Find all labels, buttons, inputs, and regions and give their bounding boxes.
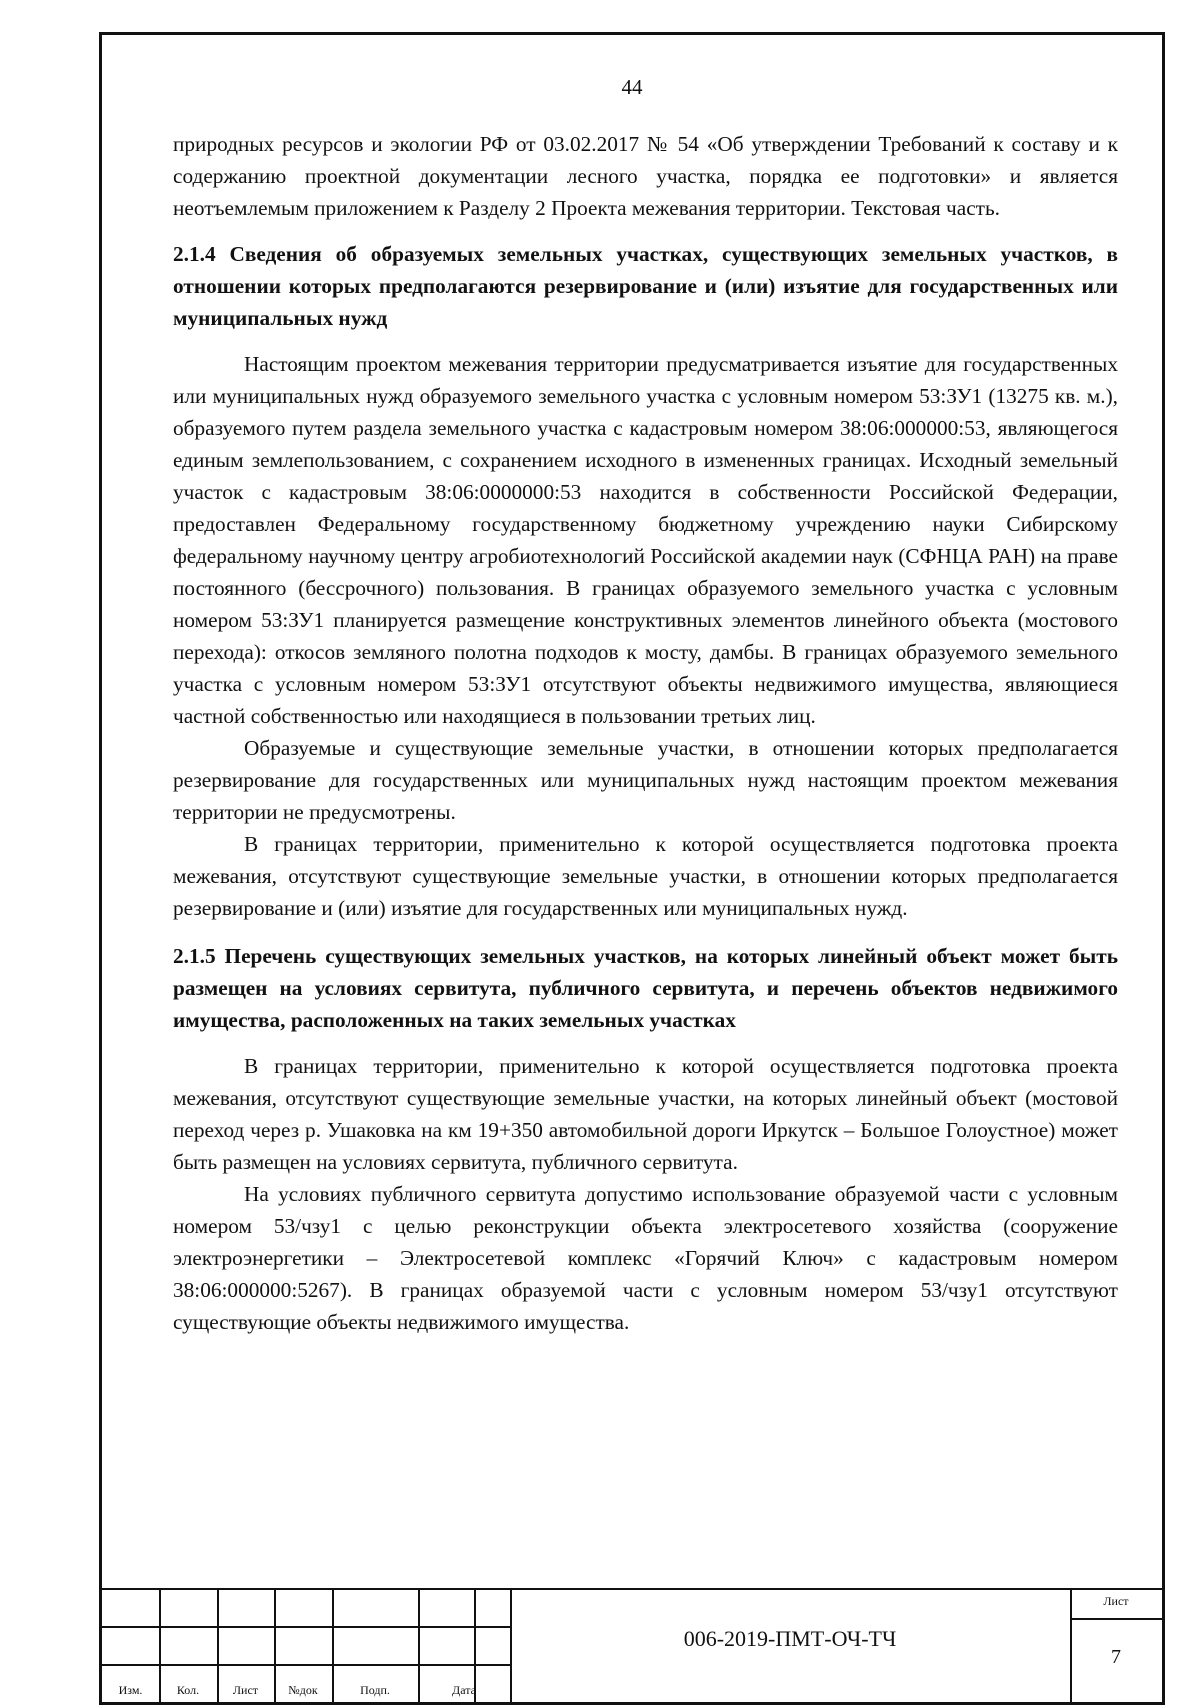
page-number: 44 bbox=[621, 75, 643, 99]
stamp-col-date: Дата bbox=[452, 1683, 476, 1697]
section-2-1-5-paragraph: В границах территории, применительно к которой осуществляется подготовка проекта межевания, отсутствуют существующие земельные участки, на которых линейный объект (мостовой переход через р. Ушаковка на км 19+350 автомобильной дороги Иркутск – Большое Голоустное) может быть размещен на условиях сервитута, публичного сервитута. bbox=[173, 1054, 1118, 1174]
page-frame bbox=[99, 32, 1165, 1705]
section-2-1-4-paragraph: В границах территории, применительно к которой осуществляется подготовка проекта межевания, отсутствуют существующие земельные участки, в отношении которых предполагается резервирование и (или) изъятие для государственных или муниципальных нужд. bbox=[173, 832, 1118, 920]
sheet-label: Лист bbox=[1103, 1594, 1129, 1608]
stamp-col-change: Изм. bbox=[118, 1683, 143, 1697]
sheet-number: 7 bbox=[1111, 1646, 1121, 1668]
stamp-col-doc-number: №док bbox=[288, 1683, 318, 1697]
title-block bbox=[102, 1588, 1162, 1702]
document-body bbox=[173, 128, 1118, 1338]
intro-paragraph: природных ресурсов и экологии РФ от 03.02.2017 № 54 «Об утверждении Требований к составу и к содержанию проектной документации лесного участка, порядка ее подготовки» и является неотъемлемым приложением к Разделу 2 Проекта межевания территории. Текстовая часть. bbox=[173, 132, 1118, 220]
section-2-1-4-paragraph: Образуемые и существующие земельные участки, в отношении которых предполагается резервирование для государственных или муниципальных нужд настоящим проектом межевания территории не предусмотрены. bbox=[173, 736, 1118, 824]
stamp-col-signature: Подп. bbox=[360, 1683, 390, 1697]
stamp-col-count: Кол. bbox=[176, 1683, 200, 1697]
document-designation: 006-2019-ПМТ-ОЧ-ТЧ bbox=[683, 1626, 897, 1651]
stamp-col-sheet: Лист bbox=[232, 1683, 259, 1697]
section-2-1-5-heading: 2.1.5 Перечень существующих земельных участков, на которых линейный объект может быть размещен на условиях сервитута, публичного сервитута, и перечень объектов недвижимого имущества, расположенных на таких земельных участках bbox=[173, 944, 1118, 1032]
section-2-1-4-heading: 2.1.4 Сведения об образуемых земельных участках, существующих земельных участков, в отношении которых предполагаются резервирование и (или) изъятие для государственных или муниципальных нужд bbox=[173, 242, 1118, 330]
section-2-1-5-paragraph: На условиях публичного сервитута допустимо использование образуемой части с условным номером 53/чзу1 с целью реконструкции объекта электросетевого хозяйства (сооружение электроэнергетики – Электросетевой комплекс «Горячий Ключ» с кадастровым номером 38:06:000000:5267). В границах образуемой части с условным номером 53/чзу1 отсутствуют существующие объекты недвижимого имущества. bbox=[173, 1182, 1118, 1334]
section-2-1-4-paragraph: Настоящим проектом межевания территории предусматривается изъятие для государственных или муниципальных нужд образуемого земельного участка с условным номером 53:ЗУ1 (13275 кв. м.), образуемого путем раздела земельного участка с кадастровым номером 38:06:000000:53, являющегося единым землепользованием, с сохранением исходного в измененных границах. Исходный земельный участок с кадастровым 38:06:0000000:53 находится в собственности Российской Федерации, предоставлен Федеральному государственному бюджетному учреждению науки Сибирскому федеральному научному центру агробиотехнологий Российской академии наук (СФНЦА РАН) на праве постоянного (бессрочного) пользования. В границах образуемого земельного участка с условным номером 53:ЗУ1 планируется размещение конструктивных элементов линейного объекта (мостового перехода): откосов земляного полотна подходов к мосту, дамбы. В границах образуемого земельного участка с условным номером 53:ЗУ1 отсутствуют объекты недвижимого имущества, являющиеся частной собственностью или находящиеся в пользовании третьих лиц. bbox=[173, 352, 1118, 728]
